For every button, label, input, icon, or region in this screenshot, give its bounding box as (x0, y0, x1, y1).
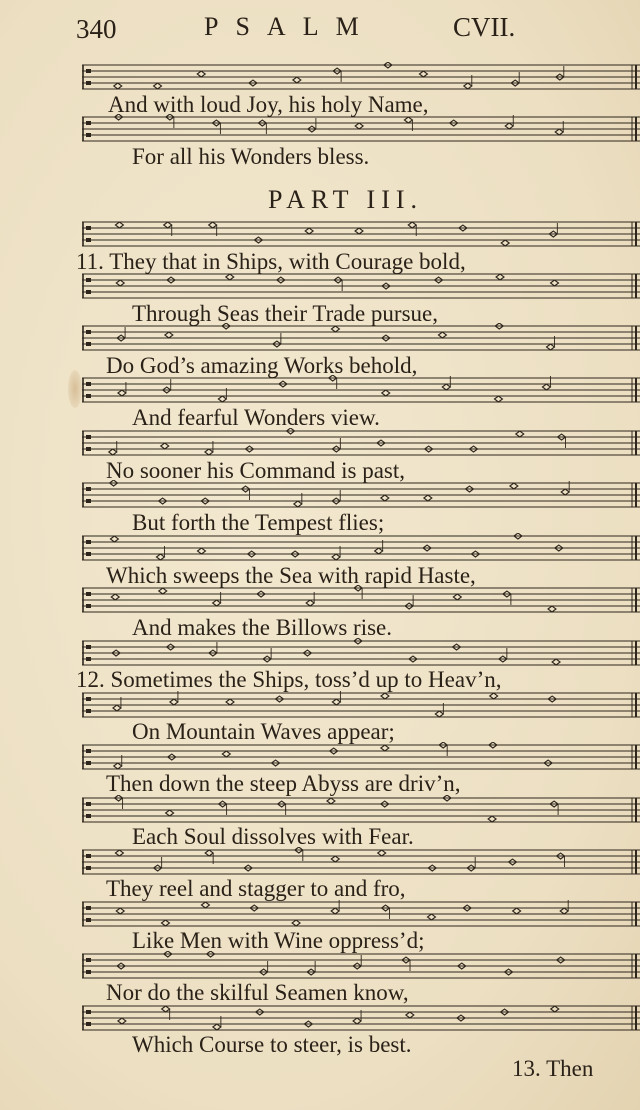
music-staff (82, 638, 640, 668)
part-heading: PART III. (268, 185, 424, 214)
music-staff (82, 62, 640, 92)
lyric-line: 11. They that in Ships, with Courage bold, (76, 249, 466, 274)
lyric-line: On Mountain Waves appear; (132, 719, 395, 744)
lyric-line: Which Course to steer, is best. (132, 1032, 412, 1057)
paper-stain (68, 370, 82, 408)
lyric-line: But forth the Tempest flies; (132, 510, 385, 535)
running-title: PSALM (204, 12, 376, 41)
lyric-line: And fearful Wonders view. (132, 405, 380, 430)
music-staff (82, 1003, 640, 1033)
music-staff (82, 585, 640, 615)
psalm-numeral: CVII. (453, 12, 516, 42)
music-staff (82, 951, 640, 981)
lyric-line: No sooner his Command is past, (106, 458, 405, 483)
lyric-line: And with loud Joy, his holy Name, (108, 92, 429, 117)
lyric-line: They reel and stagger to and fro, (106, 876, 406, 901)
music-staff (82, 795, 640, 825)
lyric-line: Nor do the skilful Seamen know, (106, 980, 409, 1005)
lyric-line: For all his Wonders bless. (132, 144, 370, 169)
lyric-line: Through Seas their Trade pursue, (132, 301, 438, 326)
lyric-line: And makes the Billows rise. (132, 615, 392, 640)
music-staff (82, 375, 640, 405)
music-staff (82, 847, 640, 877)
music-staff (82, 219, 640, 249)
music-staff (82, 114, 640, 144)
music-staff (82, 428, 640, 458)
lyric-line: 12. Sometimes the Ships, toss’d up to Heav’n, (76, 667, 502, 692)
music-staff (82, 271, 640, 301)
lyric-line: Like Men with Wine oppress’d; (132, 928, 425, 953)
lyric-line: Then down the steep Abyss are driv’n, (106, 771, 461, 796)
music-staff (82, 480, 640, 510)
catchword: 13. Then (512, 1056, 594, 1081)
music-staff (82, 690, 640, 720)
lyric-line: Do God’s amazing Works behold, (106, 353, 418, 378)
page-number: 340 (76, 14, 117, 44)
music-staff (82, 899, 640, 929)
lyric-line: Which sweeps the Sea with rapid Haste, (106, 563, 476, 588)
lyric-line: Each Soul dissolves with Fear. (132, 824, 414, 849)
music-staff (82, 742, 640, 772)
music-staff (82, 323, 640, 353)
music-staff (82, 533, 640, 563)
